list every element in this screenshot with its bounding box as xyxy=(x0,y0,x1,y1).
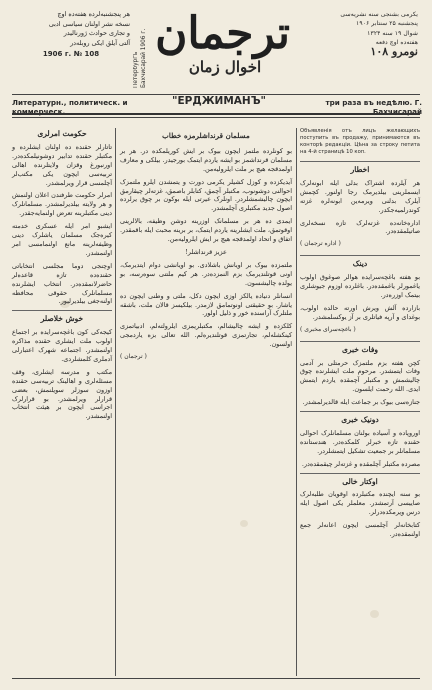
article-paragraph: تاتارلر حقنده ده اولنان ایشلرده و مکتبلر حقنده تدابیر دوشونیلمکده‌در. اورنبورغ وقزان ولایتلرنده اهالی تربیه‌سی ایچون یکی مکتب‌لر آچلمسی قرار ویرلمشدر. xyxy=(12,142,112,187)
article-paragraph: کچن هفته بزم ملتمزک حرمتلی بر آدمی وفات ایتمشدر. مرحوم ملت ایشلرنده چوق چالیشمش و مکتبلر آچمقده یاردم ایتمش ایدی. الله رحمت ایلسون. xyxy=(300,358,420,394)
article-paragraph: ایمدی ده هر بر مسلمانک اوزرینه دوشن وظیفه، بالالرینی اوقوتمق، ملت ایشلرینه یاردم ایتمک، بر برینه محبت ایله باقمقدر. اتفاق و اتحاد اولمدقجه هیچ بر ایش ایلرولیه‌من. xyxy=(120,217,292,244)
issue-number-latin: 1906 г. № 108 xyxy=(42,50,100,58)
article-signature: ( ترجمان ) xyxy=(120,353,147,361)
latin-frequency-text: три раза въ недѣлю. Г. Бахчисарай xyxy=(325,98,422,116)
latin-subtitle-row xyxy=(12,95,422,116)
section-separator xyxy=(12,310,112,311)
section-separator xyxy=(300,411,420,412)
article-paragraph: بازارده آلش ویرش اورته حالده اولوب، بوغدای و آرپه فیاتلری بر آز یوکسلمشدر. xyxy=(300,303,420,321)
article-paragraph: کیجه‌کی کون باغچه‌سرایده بر اجتماع اولوب ملت ایشلری حقنده مذاکره اولنمشدر. اجتماعه شهرک اعتبارلی آدملری کلمشلردی. xyxy=(12,328,112,363)
article-paragraph: بو کونلرده ملتمز ایچون بیوک بر ایش کوریلمکده در. هر بر مسلمان قرنداشمز بو ایشه یاردم ایتمک بورجیدر. بیلکی و معارف اولمدقجه هیچ بر ملت ایلرولیه‌من. xyxy=(120,146,292,173)
left-box-line: هر پنجشنبه‌لرده هفته‌ده اوچ xyxy=(57,10,130,18)
section-separator xyxy=(300,161,420,162)
section-heading: دینک xyxy=(352,259,368,269)
article-paragraph: آیدیکزده و کوزل کشیلر یکرمی دورت و یتمشدن ایلرو ملتمزک احوالنی دوشونوب، مکتبلر آچمق، کتابلر باصمق، غزته‌لر چیقارمق ایچون چالیشمشلردر. اونلرک عیرتی ایله بوکون بر چوق یرلرده اصول جدید مکتبلری آچلمشدر. xyxy=(120,177,292,213)
article-paragraph: امرلر حکومت طرفندن اعلان اولنمش و هر ولایته بیلدیرلمشدر. مسلمانلرک دینی مکتبلرینه تعرض اولنمایه‌جقدر. xyxy=(12,191,112,218)
left-column xyxy=(12,128,112,676)
russian-notice: Объявленія отъ лицъ желающихъ поступить въ продажу, принимаются въ конторѣ редакціи. Цѣна за строку петита на 4-й страницѣ 10 коп. xyxy=(300,128,420,155)
lead-article-heading: مسلمان قرنداشلرمزه خطاب xyxy=(162,131,250,140)
article-paragraph: جنازه‌سی بیوک بر جماعت ایله قالدیرلمشدر. xyxy=(302,398,420,407)
masthead xyxy=(0,0,432,120)
latin-title: "ЕРДЖИМАНЪ" xyxy=(172,95,267,107)
article-paragraph: ایشبو امر ایله عسکری خدمته کیره‌جک مسلمان یاشلرک دینی وظیفه‌لرینه مانع اولنمامسی امر اولنمشدر. xyxy=(12,222,112,257)
column-divider xyxy=(296,128,297,676)
column-divider xyxy=(115,128,116,676)
right-box-line: یکرمی بشنجی سنه نشریه‌سی xyxy=(340,11,418,18)
newspaper-subtitle: اخوال زمان xyxy=(188,58,262,76)
masthead-rule-bottom xyxy=(12,113,420,115)
section-signature: ( اداره ترجمان ) xyxy=(300,240,341,248)
vertical-city-text: Петербургъ Бахчисарай 1906 г. xyxy=(133,28,147,88)
section-heading: اخطار xyxy=(350,165,370,174)
newspaper-title: ترجمان xyxy=(155,8,290,59)
article-paragraph: مصرده مکتبلر آچلمقده و غزته‌لر چیقمقده‌در. xyxy=(301,459,420,468)
middle-column xyxy=(120,128,292,676)
section-heading: وفات خبری xyxy=(341,344,379,354)
left-box-line: و تجاری حوادث ژورنالیدر xyxy=(63,29,130,37)
section-heading: خوش خلاصلر xyxy=(40,314,84,324)
masthead-rule-thin xyxy=(12,117,420,118)
right-box-line: پنجشنبه ۲۵ سنتابر ۱۹۰۶ xyxy=(356,20,418,28)
article-paragraph: اداره‌خانه‌ده غزته‌لرک تازه نسخه‌لری صاتیلمقده‌در. xyxy=(300,218,420,236)
article-paragraph: بو هفته باغچه‌سرایده هوالر صوغوق اولوب یاغمورلر یاغمقده‌در. باغلرده اوزوم جیوشلری بیتمک اوزره‌در. xyxy=(300,273,420,299)
article-paragraph: ملتمزده بیوک بر اویانش باشلادی. بو اویانشی دوام ایتدیرمک، اونی قوتلندیرمک بزم النمزده‌در. هر کیم ملتنی سوه‌رسه، بو یولده چالیشسون. xyxy=(120,260,292,287)
masthead-left-box xyxy=(12,10,130,84)
section-heading: اوکتار خالی xyxy=(342,476,378,486)
section-signature: ( باغچه‌سرای مخبری ) xyxy=(300,325,356,333)
article-paragraph: هر آیلرده اشتراک بدلی ایله ابونه‌لرک ایسملرینی بیلدیرمک رجا اولنور. کچمش آیلرک بدلنی ویرمه‌ین ابونه‌لره غزته کوندرلمیه‌جکدر. xyxy=(300,178,420,214)
article-paragraph: مکتب و مدرسه ایشلری، وقف مسئله‌لری و اهالینک تربیه‌سی حقنده اوزون سوزلر سویلنمش، بعضی قرارلر ویرلمشدر. بو قرارلرک اجراسی ایچون بر هیئت انتخاب اولنمشدر. xyxy=(12,367,112,421)
latin-genre-text: Литературн., политическ. и коммерческ. xyxy=(12,98,128,116)
masthead-right-box xyxy=(300,10,418,90)
article-paragraph: کتابخانه‌لر آچلمسی ایچون اعانه‌لر جمع اولنمقده‌در. xyxy=(300,521,420,539)
article-paragraph: کلکزده و ایشه چالیشالم، مکتبلریمزی ایلرولته‌لم، ادبیاتمزی کینکشله‌لم، تجارتمزی قوتلندیره‌لم. الله تعالی بزه یاردمجی اولسون. xyxy=(120,322,292,349)
article-paragraph: بو سنه ایچنده مکتبلرده اوقویان طلبه‌لرک صاییسی آرتمشدر. معلملر یکی اصول ایله درس ویرمکده‌درلر. xyxy=(300,490,420,517)
masthead-rule-top xyxy=(12,94,420,95)
page-bottom-rule xyxy=(12,678,420,679)
section-separator xyxy=(300,255,420,256)
section-separator xyxy=(300,341,420,342)
article-paragraph: اوروپاده و آسیاده بولنان مسلمانلرک احوالی حقنده تازه خبرلر کلمکده‌در. هندستانده مسلمانلر بر جمعیت تشکیل ایتمشلردر. xyxy=(300,428,420,455)
issue-number-arabic: نومرو ۱۰۸ xyxy=(370,45,418,59)
right-column xyxy=(300,128,420,676)
left-box-line: نسخه نشر اولنان سیاسی ادبی xyxy=(48,19,130,28)
right-box-line: شوال ۱۹ سنه ۱۳۲۴ xyxy=(367,29,418,37)
section-separator xyxy=(300,473,420,474)
section-heading: حکومت امرلری xyxy=(37,129,87,138)
article-paragraph: انسانلر دنیاده یالکز اوزی ایچون دکل، ملتی و وطنی ایچون ده یاشار. بو حقیقتی اونوتمامق لازمدر. بیلکیسز قالان ملت، باشقه ملتلرک آراسنده خور و ذلیل اولور. xyxy=(120,291,292,318)
right-box-line: هفته‌ده اوچ دفعه xyxy=(375,38,418,46)
section-heading: دونیک خبری xyxy=(341,415,379,425)
article-paragraph: اوچنجی دوما مجلسی انتخاباتی حقنده‌ده تازه قاعده‌لر حاضرلانمقده‌در. انتخاب ایشلرنده مسلمانلرک حقوقی محافظه اولنه‌جغی بیلدیرلیور. xyxy=(12,261,112,306)
article-paragraph: عزیز قرنداشلر! xyxy=(185,247,227,256)
left-box-line: آلتی آیلق ایکی روبله‌در xyxy=(70,38,130,47)
